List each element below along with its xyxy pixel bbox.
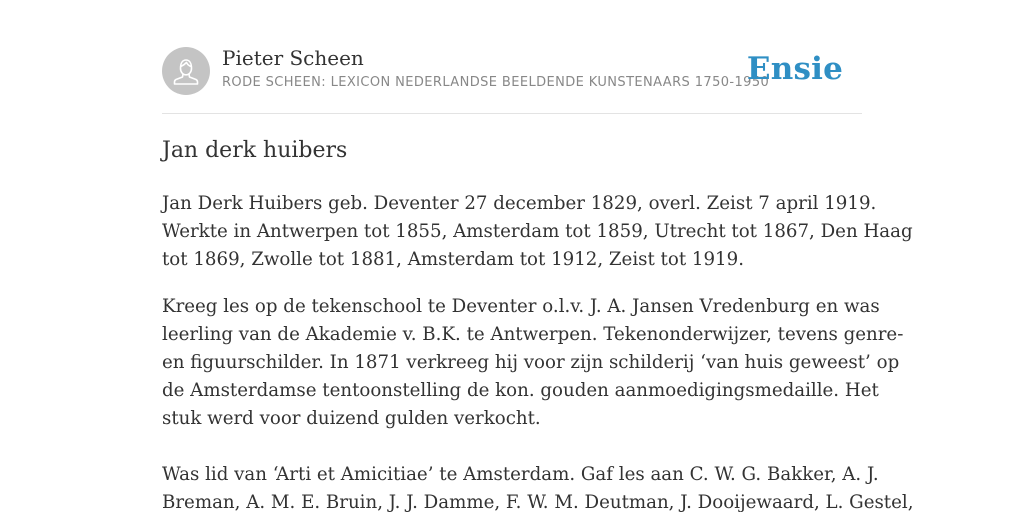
paragraph-line: Was lid van ‘Arti et Amicitiae’ te Amsterdam. Gaf les aan C. W. G. Bakker, A. J. xyxy=(162,464,879,485)
ensie-logo[interactable]: Ensie xyxy=(746,51,843,87)
user-avatar-icon[interactable] xyxy=(162,47,210,95)
paragraph-line: tot 1869, Zwolle tot 1881, Amsterdam tot 1912, Zeist tot 1919. xyxy=(162,249,744,270)
article-header xyxy=(162,46,862,96)
paragraph-line: de Amsterdamse tentoonstelling de kon. gouden aanmoedigingsmedaille. Het xyxy=(162,380,879,401)
paragraph-line: stuk werd voor duizend gulden verkocht. xyxy=(162,408,541,429)
author-name[interactable]: Pieter Scheen xyxy=(222,46,364,70)
paragraph-line: Kreeg les op de tekenschool te Deventer o.l.v. J. A. Jansen Vredenburg en was xyxy=(162,296,880,317)
paragraph-line: Werkte in Antwerpen tot 1855, Amsterdam tot 1859, Utrecht tot 1867, Den Haag xyxy=(162,221,913,242)
source-publication[interactable]: RODE SCHEEN: LEXICON NEDERLANDSE BEELDENDE KUNSTENAARS 1750-1950 xyxy=(222,75,770,90)
paragraph-1 xyxy=(162,190,913,274)
paragraph-line: Breman, A. M. E. Bruin, J. J. Damme, F. W. M. Deutman, J. Dooijewaard, L. Gestel, xyxy=(162,492,914,512)
article-title: Jan derk huibers xyxy=(162,138,348,163)
paragraph-3 xyxy=(162,461,914,512)
header-divider xyxy=(162,113,862,114)
paragraph-line: Jan Derk Huibers geb. Deventer 27 december 1829, overl. Zeist 7 april 1919. xyxy=(162,193,877,214)
paragraph-2 xyxy=(162,293,904,433)
paragraph-line: en figuurschilder. In 1871 verkreeg hij voor zijn schilderij ‘van huis geweest’ op xyxy=(162,352,900,373)
paragraph-line: leerling van de Akademie v. B.K. te Antwerpen. Tekenonderwijzer, tevens genre- xyxy=(162,324,904,345)
